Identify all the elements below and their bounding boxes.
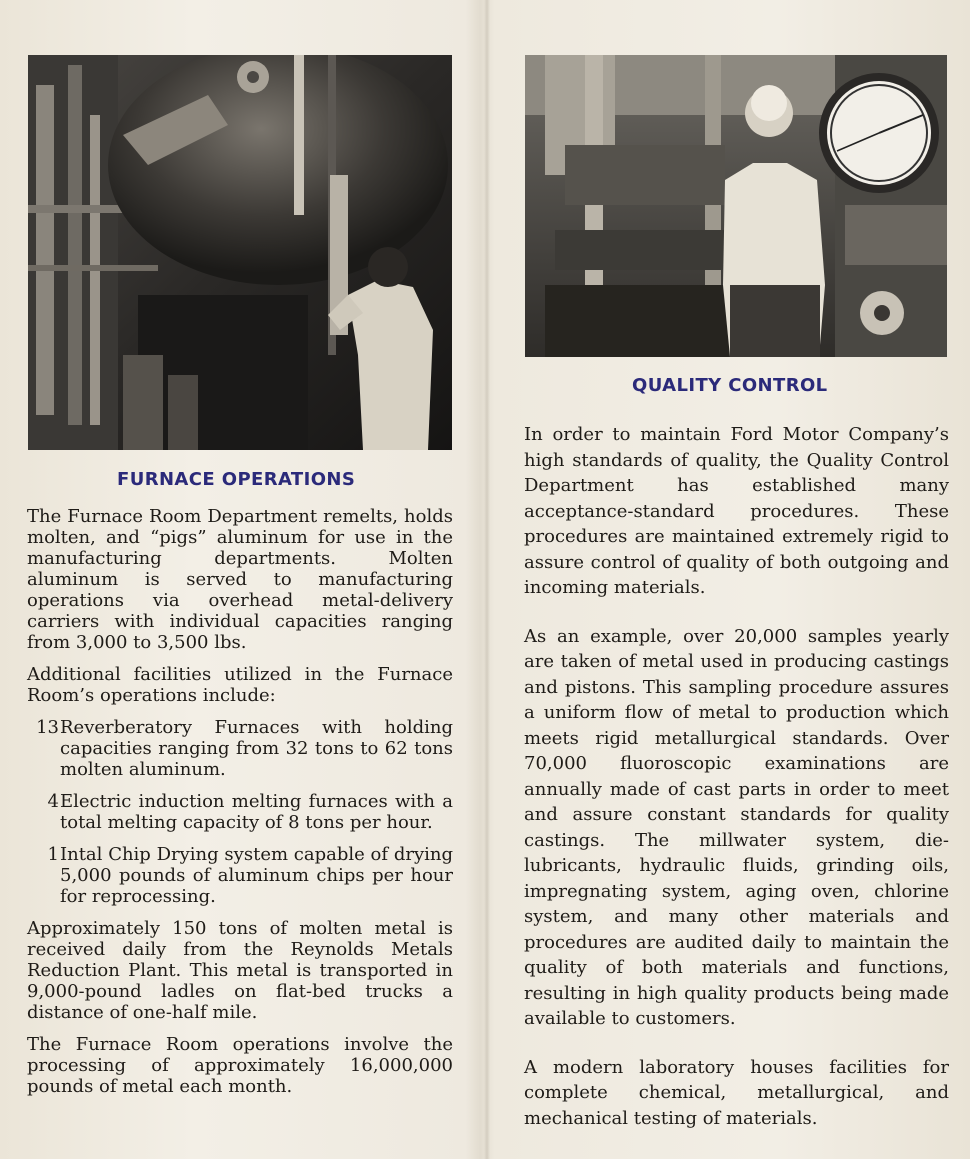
furnace-operations-heading: FURNACE OPERATIONS — [117, 469, 356, 490]
furnace-intro-paragraph: The Furnace Room Department remelts, holds molten, and “pigs” aluminum for use in the manufacturing departments. Molten aluminum is served to manufacturing operations via overhead metal-delivery carriers with individual capacities ranging from 3,000 to 3,500 lbs. — [27, 506, 453, 653]
laboratory-paragraph: A modern laboratory houses facilities for complete chemical, metallurgical, and mechanical testing of materials. — [524, 1056, 949, 1129]
page-fold — [484, 0, 490, 1159]
quality-control-heading: QUALITY CONTROL — [632, 375, 828, 396]
quality-control-photo — [525, 55, 947, 357]
facility-description: Intal Chip Drying system capable of drying 5,000 pounds of aluminum chips per hour for reprocessing. — [60, 844, 453, 907]
furnace-room-photo — [28, 55, 452, 450]
facility-count: 13 — [36, 717, 59, 738]
list-item — [27, 844, 453, 907]
facility-description: Reverberatory Furnaces with holding capacities ranging from 32 tons to 62 tons molten aluminum. — [60, 717, 453, 780]
facility-count: 4 — [47, 791, 59, 812]
facility-description: Electric induction melting furnaces with a total melting capacity of 8 tons per hour. — [60, 791, 453, 833]
list-item — [27, 717, 453, 780]
facilities-intro-paragraph: Additional facilities utilized in the Furnace Room’s operations include: — [27, 664, 453, 706]
facilities-list — [27, 717, 453, 907]
facility-count: 1 — [47, 844, 59, 865]
processing-volume-paragraph: The Furnace Room operations involve the processing of approximately 16,000,000 pounds of metal each month. — [27, 1034, 453, 1097]
quality-control-text — [524, 422, 949, 1131]
molten-metal-paragraph: Approximately 150 tons of molten metal is received daily from the Reynolds Metals Reduction Plant. This metal is transported in 9,000-pound ladles on flat-bed trucks a distance of one-half mile. — [27, 918, 453, 1023]
quality-intro-paragraph: In order to maintain Ford Motor Company’s high standards of quality, the Quality Control Department has established many acceptance-standard procedures. These procedures are maintained extremely rigid to assure control of quality of both outgoing and incoming materials. — [524, 424, 949, 598]
furnace-operations-text — [27, 506, 453, 1097]
list-item — [27, 791, 453, 833]
sampling-paragraph: As an example, over 20,000 samples yearly are taken of metal used in producing castings and pistons. This sampling procedure assures a uniform flow of metal to production which meets rigid metallurgical standards. Over 70,000 fluoroscopic examinations are annually made of cast parts in order to meet and assure constant standards for quality castings. The millwater system, die-lubricants, hydraulic fluids, grinding oils, impregnating system, aging oven, chlorine system, and many other materials and procedures are audited daily to maintain the quality of both materials and functions, resulting in high quality products being made available to customers. — [524, 625, 949, 1029]
